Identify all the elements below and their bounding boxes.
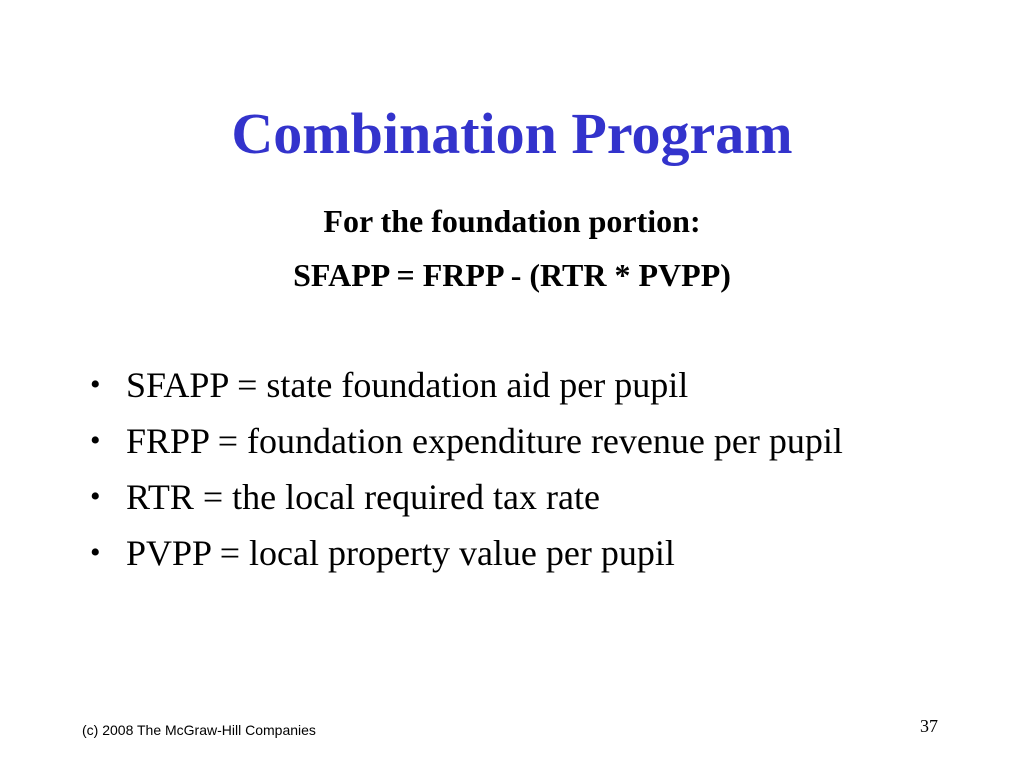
bullet-item (90, 530, 950, 576)
bullet-icon: • (90, 536, 101, 569)
bullet-icon: • (90, 368, 101, 401)
bullet-text: SFAPP = state foundation aid per pupil (126, 365, 689, 405)
page-number: 37 (920, 716, 938, 736)
bullet-icon: • (90, 480, 101, 513)
slide-title: Combination Program (231, 101, 793, 166)
bullet-text: PVPP = local property value per pupil (126, 533, 675, 573)
copyright-footer: (c) 2008 The McGraw-Hill Companies (82, 722, 316, 738)
bullet-icon: • (90, 424, 101, 457)
bullet-item (90, 474, 950, 520)
bullet-text: FRPP = foundation expenditure revenue per pupil (126, 421, 843, 461)
bullet-list (90, 362, 950, 586)
bullet-text: RTR = the local required tax rate (126, 477, 600, 517)
bullet-item (90, 418, 950, 464)
formula-line: SFAPP = FRPP - (RTR * PVPP) (293, 257, 731, 293)
bullet-item (90, 362, 950, 408)
subtitle-line-1: For the foundation portion: (323, 203, 701, 239)
